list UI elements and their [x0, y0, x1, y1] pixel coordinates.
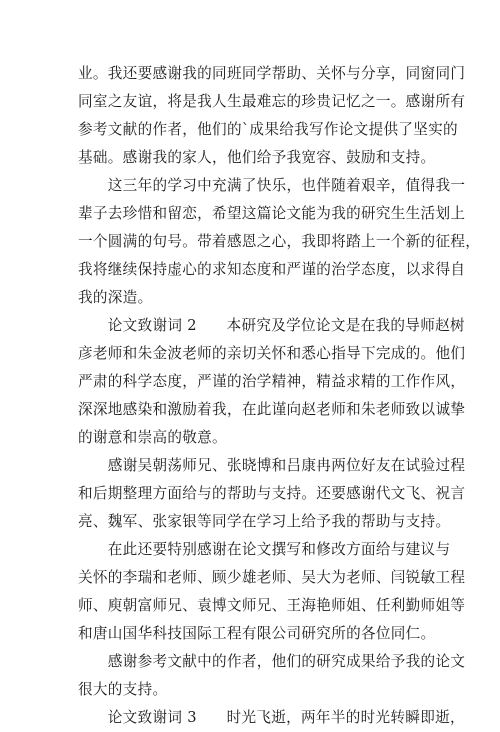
section-heading-line: 论文致谢词 3 时光飞逝，两年半的时光转瞬即逝， — [78, 709, 465, 726]
text-line: 严肃的科学态度，严谨的治学精神，精益求精的工作作风， — [78, 373, 466, 390]
text-line: 亮、魏军、张家银等同学在学习上给予我的帮助与支持。 — [78, 513, 451, 530]
text-line: 一个圆满的句号。带着感恩之心，我即将踏上一个新的征程， — [78, 233, 481, 250]
text-line: 师、庾朝富师兄、袁博文师兄、王海艳师姐、任利勤师姐等 — [78, 597, 466, 614]
text-line: 关怀的李瑞和老师、顾少雄老师、吴大为老师、闫锐敏工程 — [78, 569, 466, 586]
text-line: 辈子去珍惜和留恋，希望这篇论文能为我的研究生生活划上 — [78, 205, 466, 222]
text-line: 和后期整理方面给与的帮助与支持。还要感谢代文飞、祝言 — [78, 485, 466, 502]
text-line: 的谢意和崇高的敬意。 — [78, 429, 227, 446]
text-line: 在此还要特别感谢在论文撰写和修改方面给与建议与 — [78, 541, 451, 558]
text-line: 感谢吴朝荡师兄、张晓博和吕康冉两位好友在试验过程 — [78, 457, 466, 474]
text-line: 参考文献的作者，他们的`成果给我写作论文提供了坚实的 — [78, 121, 458, 138]
text-line: 基础。感谢我的家人，他们给予我宽容、鼓励和支持。 — [78, 149, 436, 166]
text-line: 深深地感染和激励着我，在此谨向赵老师和朱老师致以诚挚 — [78, 401, 466, 418]
text-line: 我将继续保持虚心的求知态度和严谨的治学态度，以求得自 — [78, 261, 466, 278]
section-heading-line: 论文致谢词 2 本研究及学位论文是在我的导师赵树 — [78, 317, 465, 334]
text-line: 彦老师和朱金波老师的亲切关怀和悉心指导下完成的。他们 — [78, 345, 466, 362]
text-line: 这三年的学习中充满了快乐，也伴随着艰辛，值得我一 — [78, 177, 466, 194]
text-line: 业。我还要感谢我的同班同学帮助、关怀与分享，同窗同门 — [78, 65, 466, 82]
text-line: 我的深造。 — [78, 289, 153, 306]
text-line: 同室之友谊，将是我人生最难忘的珍贵记忆之一。感谢所有 — [78, 93, 466, 110]
text-line: 和唐山国华科技国际工程有限公司研究所的各位同仁。 — [78, 625, 436, 642]
text-line: 很大的支持。 — [78, 681, 168, 698]
text-line: 感谢参考文献中的作者，他们的研究成果给予我的论文 — [78, 653, 466, 670]
